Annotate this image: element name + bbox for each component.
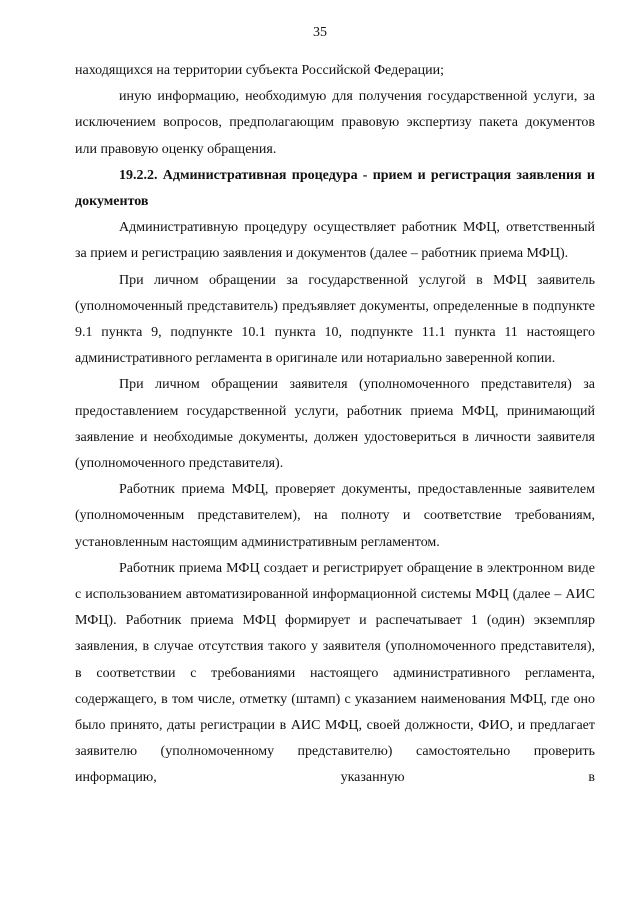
paragraph-personal-appeal: При личном обращении за государственной услугой в МФЦ заявитель (уполномоченный представитель) предъявляет документы, определенные в подпункте 9.1 пункта 9, подпункте 10.1 пункта 10, подпункте 11.1 пункта 11 настоящего административного регламента в оригинале или нотариально заверенной копии.	[75, 272, 595, 367]
paragraph-identity-check: При личном обращении заявителя (уполномоченного представителя) за предоставлением государственной услуги, работник приема МФЦ, принимающий заявление и необходимые документы, должен удостовериться в личности заявителя (уполномоченного представителя).	[75, 377, 595, 472]
page-number: 35	[313, 25, 327, 40]
section-number: 19.2.2.	[119, 167, 158, 183]
paragraph-document-check: Работник приема МФЦ, проверяет документы, предоставленные заявителем (уполномоченным представителем), на полноту и соответствие требованиям, установленным настоящим административным регламентом.	[75, 482, 595, 550]
paragraph-other-info: иную информацию, необходимую для получения государственной услуги, за исключением вопросов, предполагающим правовую экспертизу пакета документов или правовую оценку обращения.	[75, 89, 595, 157]
paragraph-procedure-performer: Административную процедуру осуществляет работник МФЦ, ответственный за прием и регистрацию заявления и документов (далее – работник приема МФЦ).	[75, 220, 595, 262]
document-body	[75, 58, 595, 792]
section-title: Административная процедура - прием и регистрация заявления и документов	[75, 167, 595, 210]
section-heading	[75, 163, 595, 215]
paragraph-continuation: находящихся на территории субъекта Российской Федерации;	[75, 63, 444, 78]
paragraph-registration: Работник приема МФЦ создает и регистрирует обращение в электронном виде с использованием автоматизированной информационной системы МФЦ (далее – АИС МФЦ). Работник приема МФЦ формирует и распечатывает 1 (один) экземпляр заявления, в случае отсутствия такого у заявителя (уполномоченного представителя), в соответствии с требованиями настоящего административного регламента, содержащего, в том числе, отметку (штамп) с указанием наименования МФЦ, где оно было принято, даты регистрации в АИС МФЦ, своей должности, ФИО, и предлагает заявителю (уполномоченному представителю) самостоятельно проверить информацию, указанную в	[75, 560, 595, 786]
